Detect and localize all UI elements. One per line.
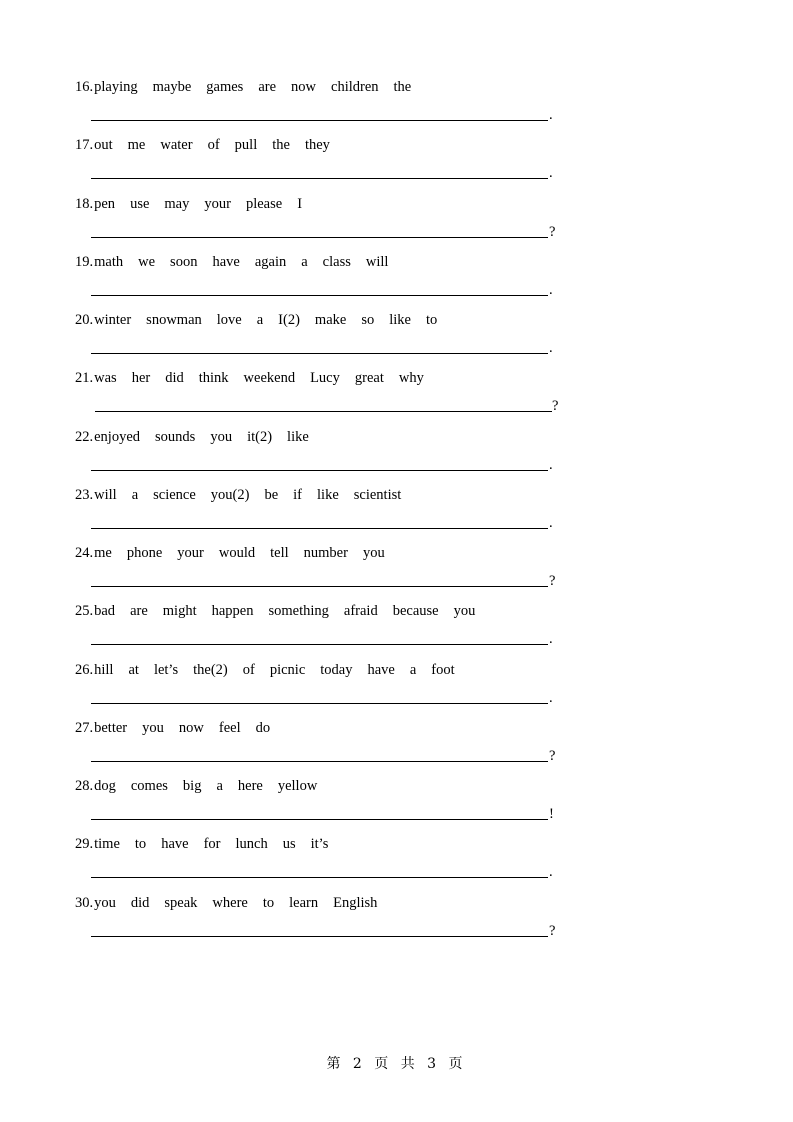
question-number: 25. — [75, 603, 94, 620]
scrambled-word: please — [245, 195, 283, 212]
question-item — [0, 369, 793, 427]
sentence-end-punctuation: . — [549, 631, 553, 648]
sentence-end-punctuation: . — [549, 165, 553, 182]
scrambled-word: foot — [431, 661, 455, 678]
question-number: 23. — [75, 486, 94, 503]
scrambled-word: weekend — [243, 370, 296, 387]
answer-line[interactable] — [95, 410, 552, 412]
question-prompt — [75, 894, 392, 912]
question-number: 22. — [75, 428, 94, 445]
question-number: 18. — [75, 195, 94, 212]
question-item — [0, 719, 793, 777]
scrambled-word: like — [389, 312, 411, 328]
scrambled-word: the — [272, 137, 290, 154]
question-item — [0, 661, 793, 719]
scrambled-word: you — [210, 428, 233, 445]
scrambled-word: so — [361, 312, 375, 328]
question-item — [0, 195, 793, 253]
scrambled-word: snowman — [146, 312, 202, 328]
scrambled-word: me — [127, 137, 146, 154]
answer-line[interactable] — [91, 935, 548, 937]
sentence-end-punctuation: ? — [549, 573, 556, 589]
scrambled-word: at — [128, 661, 139, 678]
scrambled-word: of — [242, 661, 255, 678]
scrambled-word: great — [354, 370, 384, 387]
scrambled-word: we — [138, 253, 156, 270]
question-number: 20. — [75, 312, 94, 328]
question-prompt — [75, 835, 343, 853]
scrambled-word: Lucy — [310, 370, 340, 387]
scrambled-word: us — [282, 836, 296, 853]
question-prompt — [75, 78, 426, 96]
scrambled-word: a — [256, 312, 264, 328]
scrambled-word: pen — [94, 195, 116, 212]
question-number: 28. — [75, 778, 94, 794]
question-number: 16. — [75, 79, 94, 95]
scrambled-word: will — [94, 486, 117, 503]
question-number: 26. — [75, 661, 94, 678]
scrambled-word: to — [262, 894, 275, 911]
answer-line[interactable] — [91, 236, 548, 238]
scrambled-word: did — [165, 370, 184, 387]
sentence-end-punctuation: . — [549, 864, 553, 881]
scrambled-word: I(2) — [278, 312, 300, 328]
scrambled-word: feel — [218, 719, 241, 736]
scrambled-word: now — [178, 719, 204, 736]
question-prompt — [75, 311, 452, 329]
scrambled-word: afraid — [343, 603, 378, 620]
scrambled-word: her — [131, 370, 151, 387]
sentence-end-punctuation: . — [549, 456, 553, 473]
scrambled-word: have — [367, 661, 395, 678]
scrambled-word: sounds — [155, 428, 196, 445]
scrambled-word: bad — [94, 603, 116, 620]
answer-line[interactable] — [91, 177, 548, 179]
scrambled-word: the — [393, 79, 412, 95]
answer-line[interactable] — [91, 818, 548, 820]
question-number: 30. — [75, 894, 94, 911]
scrambled-word: math — [94, 253, 124, 270]
scrambled-word: lunch — [235, 836, 268, 853]
scrambled-word: maybe — [152, 79, 192, 95]
sentence-end-punctuation: . — [549, 514, 553, 531]
scrambled-word: now — [291, 79, 317, 95]
scrambled-word: your — [204, 195, 231, 212]
scrambled-word: yellow — [277, 778, 318, 794]
scrambled-word: me — [94, 545, 112, 561]
scrambled-word: do — [255, 719, 271, 736]
page-footer: 第 2 页 共 3 页 — [326, 1056, 467, 1072]
scrambled-word: will — [365, 253, 389, 270]
question-item — [0, 894, 793, 952]
scrambled-word: use — [130, 195, 150, 212]
scrambled-word: I — [297, 195, 303, 212]
sentence-end-punctuation: . — [549, 281, 553, 298]
answer-line[interactable] — [91, 876, 548, 878]
sentence-end-punctuation: ? — [549, 922, 556, 939]
scrambled-word: was — [94, 370, 117, 387]
scrambled-word: something — [268, 603, 329, 620]
question-prompt — [75, 777, 332, 795]
question-item — [0, 253, 793, 311]
scrambled-word: you — [453, 603, 476, 620]
scrambled-word: better — [94, 719, 128, 736]
scrambled-word: may — [164, 195, 190, 212]
scrambled-word: you — [362, 545, 385, 561]
scrambled-word: love — [216, 312, 242, 328]
scrambled-word: your — [177, 545, 204, 561]
scrambled-word: it(2) — [247, 428, 273, 445]
scrambled-word: to — [425, 312, 438, 328]
question-prompt — [75, 661, 470, 679]
question-prompt — [75, 195, 317, 213]
scrambled-word: pull — [234, 137, 258, 154]
answer-line[interactable] — [91, 294, 548, 296]
answer-line[interactable] — [91, 527, 548, 529]
scrambled-word: games — [206, 79, 244, 95]
scrambled-word: are — [258, 79, 277, 95]
scrambled-word: a — [216, 778, 223, 794]
sentence-end-punctuation: ? — [549, 223, 556, 240]
scrambled-word: you — [142, 719, 164, 736]
sentence-end-punctuation: ! — [549, 806, 554, 822]
scrambled-word: let’s — [153, 661, 179, 678]
question-prompt — [75, 544, 400, 562]
question-prompt — [75, 486, 416, 504]
answer-line[interactable] — [91, 585, 548, 587]
scrambled-word: playing — [94, 79, 138, 95]
sentence-end-punctuation: . — [549, 689, 553, 706]
scrambled-word: have — [161, 836, 189, 853]
scrambled-word: a — [301, 253, 308, 270]
question-item — [0, 486, 793, 544]
question-number: 17. — [75, 137, 94, 154]
scrambled-word: water — [160, 137, 193, 154]
scrambled-word: a — [131, 486, 139, 503]
question-prompt — [75, 136, 345, 154]
scrambled-word: they — [304, 137, 330, 154]
question-item — [0, 311, 793, 369]
scrambled-word: class — [322, 253, 351, 270]
scrambled-word: children — [331, 79, 379, 95]
scrambled-word: you(2) — [210, 486, 250, 503]
scrambled-word: happen — [211, 603, 254, 620]
scrambled-word: the(2) — [193, 661, 228, 678]
scrambled-word: English — [333, 894, 378, 911]
scrambled-word: phone — [126, 545, 163, 561]
scrambled-word: dog — [94, 778, 116, 794]
question-item — [0, 544, 793, 602]
answer-line[interactable] — [91, 760, 548, 762]
scrambled-word: big — [182, 778, 202, 794]
question-number: 27. — [75, 719, 94, 736]
scrambled-word: it’s — [310, 836, 329, 853]
question-prompt — [75, 428, 324, 446]
scrambled-word: again — [254, 253, 287, 270]
question-item — [0, 136, 793, 194]
scrambled-word: have — [212, 253, 240, 270]
scrambled-word: if — [293, 486, 303, 503]
question-prompt — [75, 369, 439, 387]
question-prompt — [75, 253, 403, 271]
answer-line[interactable] — [91, 119, 548, 121]
sentence-end-punctuation: . — [549, 340, 553, 356]
scrambled-word: a — [409, 661, 417, 678]
scrambled-word: to — [134, 836, 147, 853]
sentence-end-punctuation: . — [549, 107, 553, 123]
scrambled-word: scientist — [353, 486, 402, 503]
question-number: 29. — [75, 836, 94, 853]
scrambled-word: would — [218, 545, 256, 561]
question-number: 19. — [75, 253, 94, 270]
answer-line[interactable] — [91, 643, 548, 645]
scrambled-word: for — [203, 836, 221, 853]
scrambled-word: number — [303, 545, 348, 561]
question-number: 21. — [75, 370, 94, 387]
scrambled-word: picnic — [269, 661, 306, 678]
scrambled-word: winter — [94, 312, 132, 328]
scrambled-word: of — [207, 137, 220, 154]
question-item — [0, 602, 793, 660]
scrambled-word: make — [314, 312, 347, 328]
answer-line[interactable] — [91, 469, 548, 471]
scrambled-word: be — [264, 486, 279, 503]
scrambled-word: why — [398, 370, 424, 387]
question-prompt — [75, 719, 285, 737]
scrambled-word: time — [94, 836, 120, 853]
scrambled-word: think — [198, 370, 229, 387]
scrambled-word: enjoyed — [94, 428, 141, 445]
scrambled-word: speak — [164, 894, 198, 911]
scrambled-word: here — [237, 778, 263, 794]
question-prompt — [75, 602, 490, 620]
scrambled-word: tell — [270, 545, 289, 561]
scrambled-word: where — [212, 894, 248, 911]
scrambled-word: comes — [130, 778, 168, 794]
scrambled-word: like — [287, 428, 309, 445]
question-item — [0, 835, 793, 893]
question-item — [0, 78, 793, 136]
scrambled-word: might — [162, 603, 197, 620]
question-item — [0, 428, 793, 486]
scrambled-word: learn — [289, 894, 319, 911]
scrambled-word: are — [130, 603, 148, 620]
scrambled-word: you — [94, 894, 116, 911]
scrambled-word: hill — [94, 661, 114, 678]
sentence-end-punctuation: ? — [552, 398, 559, 415]
answer-line[interactable] — [91, 352, 548, 354]
scrambled-word: soon — [170, 253, 198, 270]
scrambled-word: because — [392, 603, 439, 620]
scrambled-word: science — [153, 486, 196, 503]
scrambled-word: today — [320, 661, 353, 678]
answer-line[interactable] — [91, 702, 548, 704]
question-item — [0, 777, 793, 835]
sentence-end-punctuation: ? — [549, 747, 556, 764]
scrambled-word: out — [94, 137, 113, 154]
scrambled-word: like — [317, 486, 339, 503]
question-number: 24. — [75, 545, 94, 561]
scrambled-word: did — [130, 894, 150, 911]
